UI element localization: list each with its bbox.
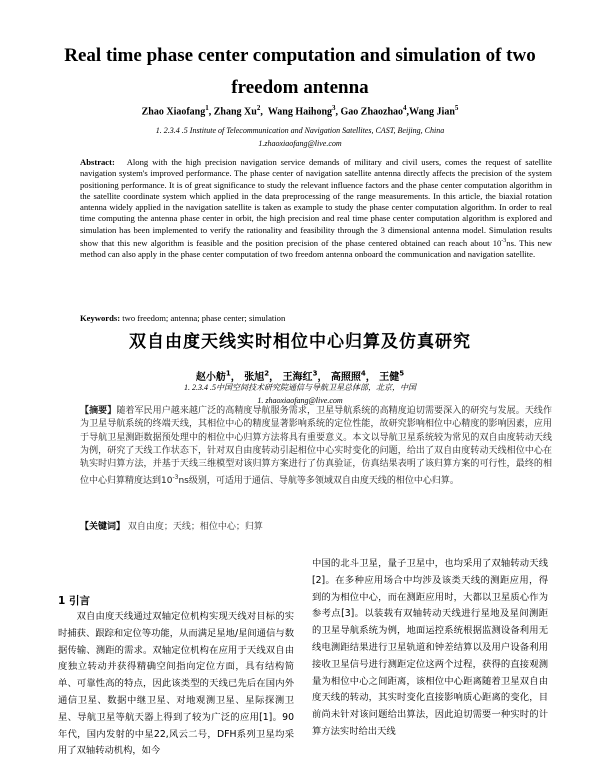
- author-sup: 4: [360, 369, 366, 378]
- abstract-exponent-en: -3: [501, 238, 507, 245]
- author-sup: 1: [225, 369, 231, 378]
- author-sup: 3: [312, 369, 318, 378]
- abstract-tail-cn: ns级别，可适用于通信、导航等多领域双自由度天线的相位中心归算。: [178, 476, 459, 487]
- abstract-label-en: Abstract:: [80, 157, 115, 167]
- keywords-text-en: two freedom; antenna; phase center; simulation: [122, 313, 286, 323]
- keywords-label-en: Keywords:: [80, 313, 121, 323]
- author-name-cn: 高照照: [330, 372, 361, 383]
- paper-title-cn: 双自由度天线实时相位中心归算及仿真研究: [129, 332, 471, 352]
- abstract-tail-en: ns. This new method can also apply in the phase center computation of two freedom antenna onboard the communication and navigation satellite.: [80, 237, 552, 260]
- email-cn: 1. zhaoxiaofang@live.com: [257, 396, 343, 405]
- author-name: Zhao Xiaofang: [141, 106, 206, 118]
- author-name: Zhang Xu: [213, 106, 257, 118]
- abstract-cn: [80, 405, 552, 489]
- abstract-en: [80, 157, 552, 261]
- abstract-exponent-cn: -3: [172, 474, 179, 482]
- abstract-label-cn: 【摘要】: [80, 406, 117, 416]
- keywords-label-cn: 【关键词】: [80, 522, 126, 532]
- author-sup: 4: [403, 104, 407, 112]
- abstract-text-en: Along with the high precision navigation service demands of military and civil users, comes the request of satellite navigation system's improved performance. The phase center of navigation satellite antenna directly affects the precision of the system positioning performance. It is of great significance to study the relevant influence factors and the phase center computation algorithm in the satellite coordinate system which applied in the data preprocessing of the range measurements. In this article, the biaxial rotation antenna widely applied in the navigation satellite is taken as example to study the phase center computation algorithm. In order to real time computing the antenna phase center in orbit, the high precision and real time phase center computation algorithm is explored and simulation has been implemented to verify the rationality and feasibility through the 3 dimensional antenna model. Simulation results show that this new algorithm is feasible and the position precision of the phase centered obtained can reach about 10: [80, 157, 552, 248]
- affiliation-block-en: [40, 124, 560, 150]
- keywords-cn: [80, 519, 552, 532]
- keywords-text-cn: 双自由度；天线；相位中心；归算: [127, 522, 263, 532]
- keywords-en: [80, 313, 552, 323]
- email-en: 1.zhaoxiaofang@live.com: [258, 139, 342, 148]
- author-sup: 5: [399, 369, 405, 378]
- author-sup: 5: [454, 104, 459, 112]
- author-name: Gao Zhaozhao: [340, 106, 404, 118]
- author-name-cn: 赵小舫: [195, 372, 226, 383]
- abstract-text-cn: 随着军民用户越来越广泛的高精度导航服务需求，卫星导航系统的高精度迫切需要深入的研究与发展。天线作为卫星导航系统的终端天线，其相位中心的精度显著影响系统的定位性能，故研究影响相位中心精度的影响因素，应用于导航卫星测距数据预处理中的相位中心归算方法将具有重要意义。本文以导航卫星系统较为常见的双自由度转动天线为例，研究了天线工作状态下，针对双自由度转动引起相位中心实时变化的问题，给出了双自由度转动天线相位中心在轨实时归算方法，并基于天线三维模型对该归算方案进行了仿真验证，仿真结果表明了该归算方案的可行性，最终的相位中心归算精度达到10: [80, 406, 552, 487]
- affiliation-en: 1. 2.3.4 .5 Institute of Telecommunication and Navigation Satellites, CAST, Beijing, China: [155, 126, 445, 135]
- body-column-right: 中国的北斗卫星，量子卫星中，也均采用了双轴转动天线[2]。在多种应用场合中均涉及该类天线的测距应用，得到的为相位中心，而在测距应用时，大都以卫星质心作为参考点[3]。以装载有双轴转动天线进行星地及星间测距的卫星导航系统为例，地面运控系统根据监测设备利用无线电测距结果进行卫星轨道和钟差结算以及用户设备利用接收卫星信号进行测距定位这两个过程，获得的直接观测量为相位中心之间距离，该相位中心距离随着卫星双自由度天线的转动，其实时变化直接影响质心距离的变化，目前尚未针对该问题给出算法，因此迫切需要一种实时的计算方法实时给出天线: [312, 558, 548, 737]
- affiliation-cn: 1. 2.3.4 .5中国空间技术研究院通信与导航卫星总体部，北京，中国: [184, 383, 416, 392]
- author-sup: 3: [332, 104, 336, 112]
- author-list-cn: 赵小舫$^1$， 张旭$^2$， 王海红$^3$， 高照照$^4$， 王健$^5$: [195, 369, 405, 383]
- author-name: Wang Haihong: [267, 106, 333, 118]
- author-list-en: Zhao Xiaofang$^1$, Zhang Xu$^2$, Wang Haihong$^3$, Gao Zhaozhao$^4$,Wang Jian$^5$: [141, 104, 459, 118]
- author-name-cn: 张旭: [244, 372, 265, 383]
- author-name-cn: 王健: [379, 372, 400, 383]
- author-sup: 2: [264, 369, 270, 378]
- body-column-left: 双自由度天线通过双轴定位机构实现天线对目标的实时捕获、跟踪和定位等功能，从而满足星地/星间通信与数据传输、测距的需求。双轴定位机构在应用于天线双自由度独立转动并获得精确空间指向定位方面，具有结构简单、可靠性高的特点，因此该类型的天线已先后在国内外通信卫星、数据中继卫星、对地观测卫星、星际探测卫星、导航卫星等航天器上得到了较为广泛的应用[1]。90年代，国内发射的中星22,风云二号，DFH系列卫星均采用了双轴转动机构，如今: [58, 611, 294, 757]
- author-name-cn: 王海红: [282, 372, 313, 383]
- author-name: Wang Jian: [409, 106, 455, 118]
- author-sup: 1: [205, 104, 209, 112]
- paper-title-en: Real time phase center computation and simulation of two freedom antenna: [64, 45, 536, 98]
- affiliation-block-cn: [40, 381, 560, 407]
- author-sup: 2: [256, 104, 261, 112]
- section-heading: 1 引言: [58, 595, 90, 607]
